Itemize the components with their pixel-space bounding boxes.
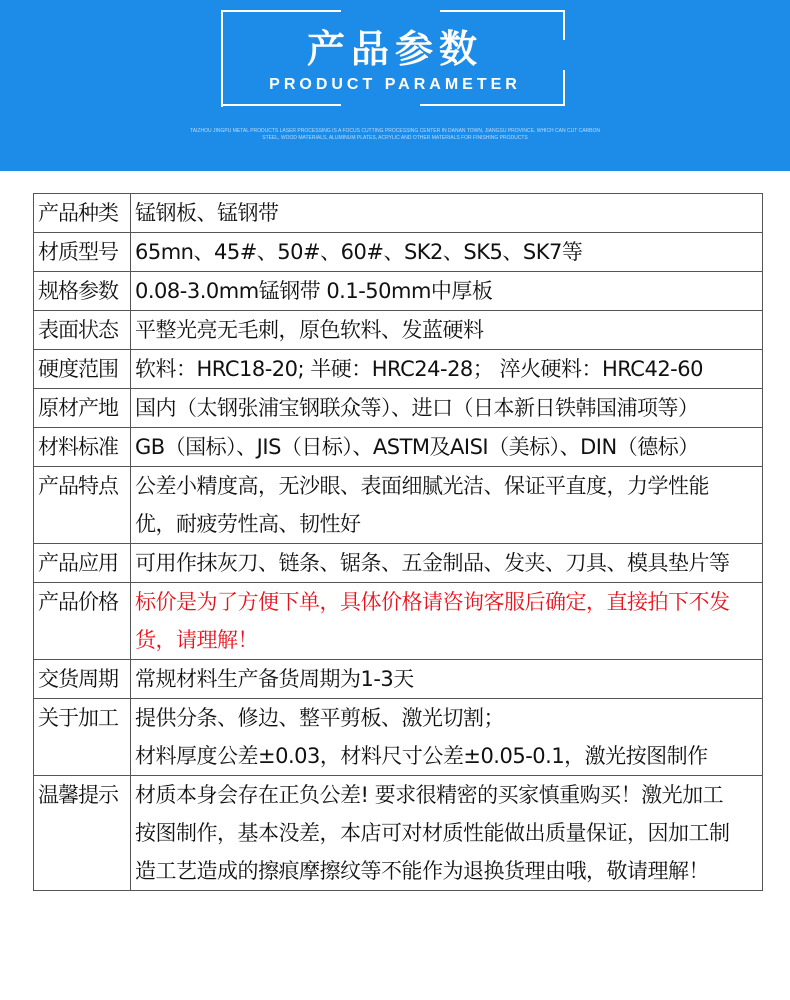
row-value-line: GB（国标）、JIS（日标）、ASTM及AISI（美标）、DIN（德标） — [135, 435, 699, 459]
row-value-line: 国内（太钢张浦宝钢联众等）、进口（日本新日铁韩国浦项等） — [135, 396, 699, 420]
row-value — [131, 467, 763, 544]
row-value — [131, 350, 763, 389]
row-value — [131, 233, 763, 272]
row-label: 硬度范围 — [34, 350, 131, 389]
row-label: 原材产地 — [34, 389, 131, 428]
row-value — [131, 544, 763, 583]
table-row — [34, 544, 763, 583]
row-value-line: 常规材料生产备货周期为1-3天 — [135, 667, 414, 691]
row-value — [131, 583, 763, 660]
row-value-line: 平整光亮无毛刺，原色软料、发蓝硬料 — [135, 318, 484, 342]
row-label: 表面状态 — [34, 311, 131, 350]
title-frame-bottom-right — [420, 104, 565, 106]
row-label: 产品价格 — [34, 583, 131, 660]
table-row — [34, 194, 763, 233]
row-label: 关于加工 — [34, 699, 131, 776]
table-row — [34, 233, 763, 272]
row-value-line: 65mn、45#、50#、60#、SK2、SK5、SK7等 — [135, 240, 583, 264]
title-frame-bottom-left — [221, 104, 341, 106]
row-label: 交货周期 — [34, 660, 131, 699]
row-value — [131, 660, 763, 699]
row-label: 材质型号 — [34, 233, 131, 272]
row-value-line: 按图制作，基本没差，本店可对材质性能做出质量保证，因加工制 — [135, 821, 730, 845]
table-row — [34, 272, 763, 311]
row-label: 温馨提示 — [34, 776, 131, 891]
row-value-line: 标价是为了方便下单，具体价格请咨询客服后确定，直接拍下不发 — [135, 590, 730, 614]
table-row — [34, 583, 763, 660]
row-label: 材料标准 — [34, 428, 131, 467]
row-value — [131, 776, 763, 891]
row-value-line: 材料厚度公差±0.03，材料尺寸公差±0.05-0.1，激光按图制作 — [135, 744, 708, 768]
table-row — [34, 467, 763, 544]
row-value — [131, 311, 763, 350]
parameter-table — [33, 193, 763, 891]
row-label: 产品应用 — [34, 544, 131, 583]
row-value-line: 货，请理解！ — [135, 628, 258, 652]
header-banner — [0, 0, 790, 171]
row-label: 产品特点 — [34, 467, 131, 544]
row-value — [131, 194, 763, 233]
table-row — [34, 699, 763, 776]
banner-description: TAIZHOU JINGPU METAL PRODUCTS LASER PROCESSING IS A FOCUS CUTTING PROCESSING CENTER IN DANAN TOWN, JIANGSU PROVINCE, WHICH CAN CUT CARBON STEEL, WOOD MATERIALS, ALUMINUM PLATES, ACRYLIC AND OTHER MATERIALS FOR FINISHING PRODUCTS — [190, 128, 600, 141]
row-label: 产品种类 — [34, 194, 131, 233]
row-value-line: 锰钢板、锰钢带 — [135, 201, 279, 225]
row-value — [131, 389, 763, 428]
row-value-line: 公差小精度高，无沙眼、表面细腻光洁、保证平直度，力学性能 — [135, 474, 709, 498]
row-value-line: 软料：HRC18-20; 半硬：HRC24-28； 淬火硬料：HRC42-60 — [135, 357, 703, 381]
table-row — [34, 350, 763, 389]
banner-subtitle: PRODUCT PARAMETER — [269, 76, 521, 93]
row-value — [131, 428, 763, 467]
row-value-line: 造工艺造成的擦痕摩擦纹等不能作为退换货理由哦，敬请理解！ — [135, 859, 709, 883]
row-value — [131, 272, 763, 311]
table-row — [34, 776, 763, 891]
table-row — [34, 389, 763, 428]
row-value-line: 材质本身会存在正负公差! 要求很精密的买家慎重购买！激光加工 — [135, 783, 724, 807]
row-value-line: 可用作抹灰刀、链条、锯条、五金制品、发夹、刀具、模具垫片等 — [135, 551, 730, 575]
row-label: 规格参数 — [34, 272, 131, 311]
title-frame-top-line — [440, 10, 564, 12]
row-value-line: 提供分条、修边、整平剪板、激光切割； — [135, 706, 504, 730]
row-value-line: 优，耐疲劳性高、韧性好 — [135, 512, 361, 536]
table-row — [34, 428, 763, 467]
table-row — [34, 311, 763, 350]
row-value — [131, 699, 763, 776]
banner-title: 产品参数 — [306, 27, 483, 71]
table-row — [34, 660, 763, 699]
row-value-line: 0.08-3.0mm锰钢带 0.1-50mm中厚板 — [135, 279, 493, 303]
